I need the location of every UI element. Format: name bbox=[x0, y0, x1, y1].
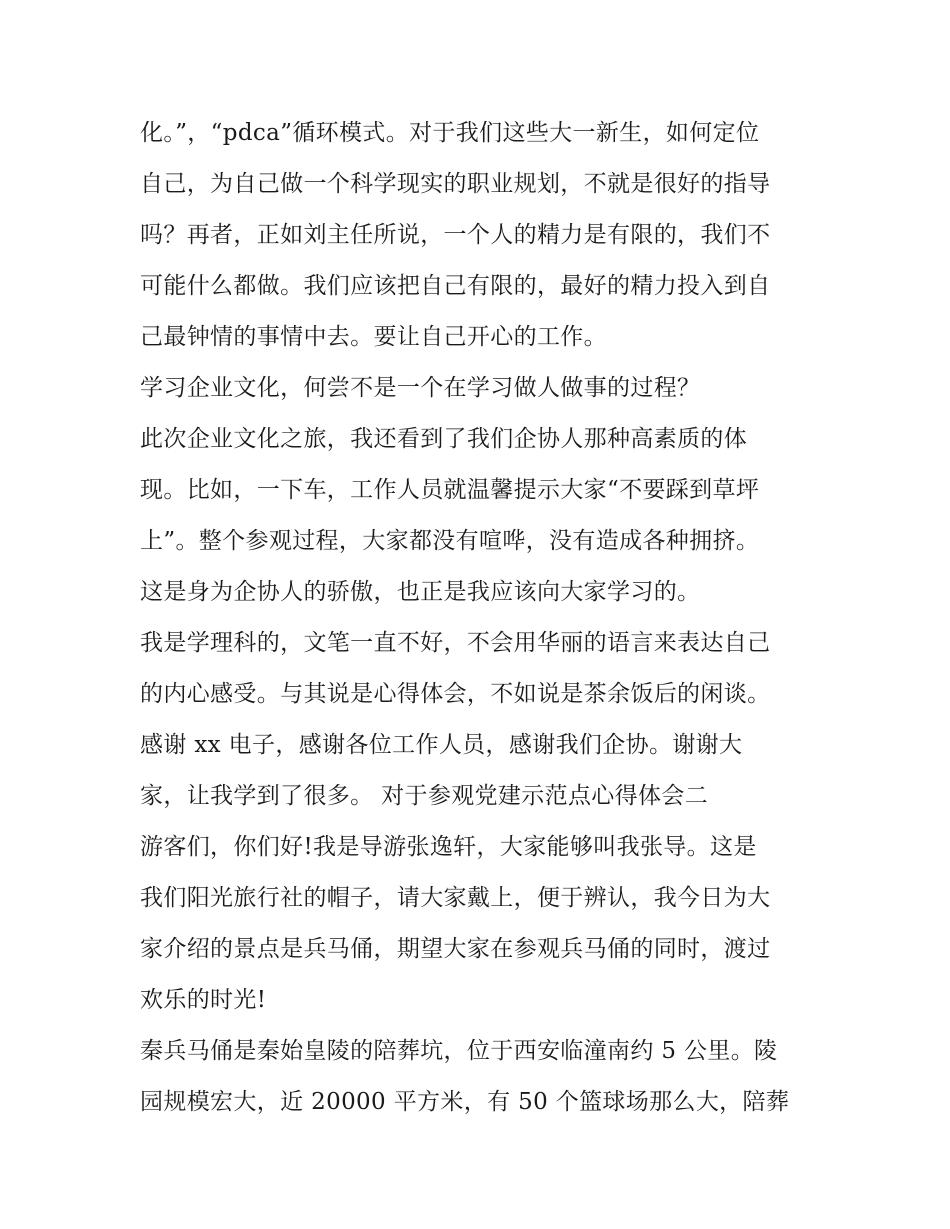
text-line: 家，让我学到了很多。 对于参观党建示范点心得体会二 bbox=[140, 783, 709, 809]
text-line: 学习企业文化，何尝不是一个在学习做人做事的过程？ bbox=[140, 375, 701, 401]
text-line: 感谢 xx 电子，感谢各位工作人员，感谢我们企协。谢谢大 bbox=[140, 732, 743, 758]
text-line: 化。”，“pdca”循环模式。对于我们这些大一新生，如何定位 bbox=[140, 120, 760, 146]
text-line: 家介绍的景点是兵马俑，期望大家在参观兵马俑的同时，渡过 bbox=[140, 936, 771, 962]
text-line: 现。比如，一下车，工作人员就温馨提示大家“不要踩到草坪 bbox=[140, 477, 760, 503]
text-line: 游客们，你们好!我是导游张逸轩，大家能够叫我张导。这是 bbox=[140, 834, 757, 860]
text-line: 园规模宏大，近 20000 平方米，有 50 个篮球场那么大，陪葬 bbox=[140, 1089, 790, 1115]
text-line: 秦兵马俑是秦始皇陵的陪葬坑，位于西安临潼南约 5 公里。陵 bbox=[140, 1038, 778, 1064]
text-line: 我们阳光旅行社的帽子，请大家戴上，便于辨认，我今日为大 bbox=[140, 885, 771, 911]
document-body bbox=[140, 108, 830, 1128]
text-line: 自己，为自己做一个科学现实的职业规划，不就是很好的指导 bbox=[140, 171, 771, 197]
text-line: 这是身为企协人的骄傲，也正是我应该向大家学习的。 bbox=[140, 579, 701, 605]
text-line: 可能什么都做。我们应该把自己有限的，最好的精力投入到自 bbox=[140, 273, 771, 299]
text-line: 我是学理科的，文笔一直不好，不会用华丽的语言来表达自己 bbox=[140, 630, 771, 656]
text-line: 上”。整个参观过程，大家都没有喧哗，没有造成各种拥挤。 bbox=[140, 528, 760, 554]
text-line: 己最钟情的事情中去。要让自己开心的工作。 bbox=[140, 324, 607, 350]
text-line: 的内心感受。与其说是心得体会，不如说是茶余饭后的闲谈。 bbox=[140, 681, 771, 707]
text-line: 吗？再者，正如刘主任所说，一个人的精力是有限的，我们不 bbox=[140, 222, 771, 248]
text-line: 欢乐的时光! bbox=[140, 987, 267, 1013]
text-line: 此次企业文化之旅，我还看到了我们企协人那种高素质的体 bbox=[140, 426, 748, 452]
